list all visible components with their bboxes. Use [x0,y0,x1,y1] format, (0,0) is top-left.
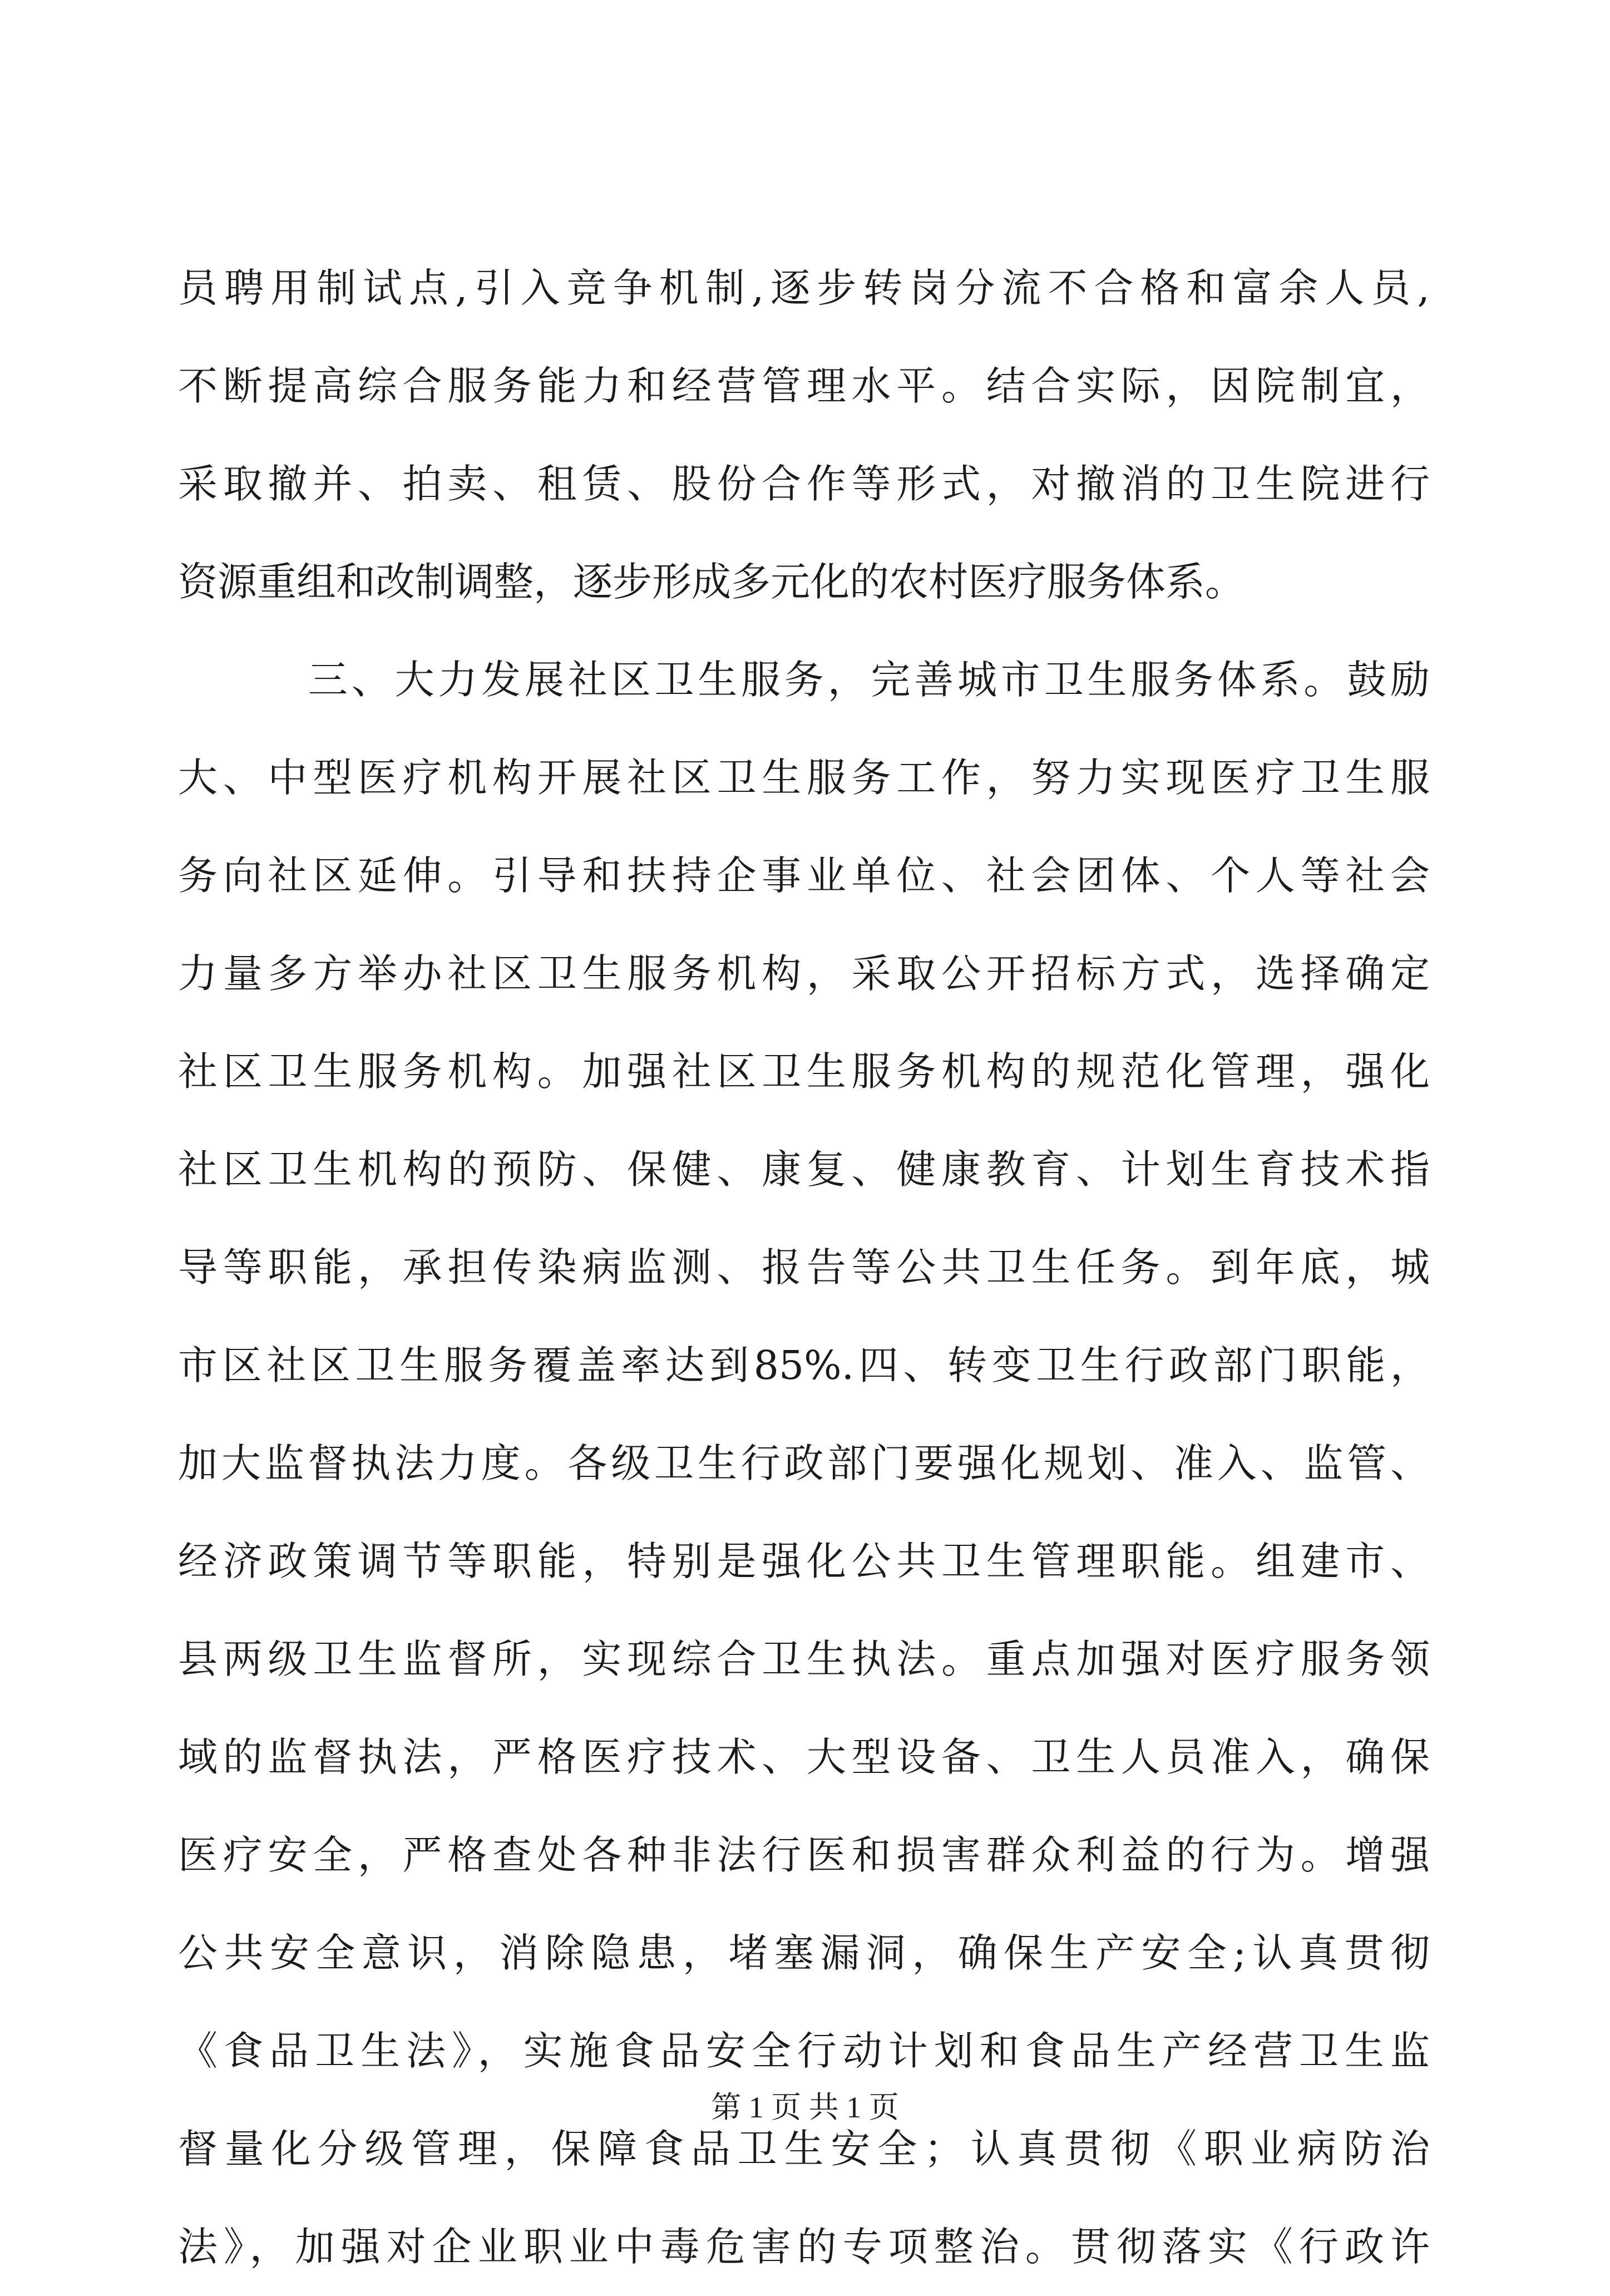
text-line: 医疗安全，严格查处各种非法行医和损害群众利益的行为。增强 [178,1832,1430,1878]
text-line: 力量多方举办社区卫生服务机构，采取公开招标方式，选择确定 [178,950,1430,997]
text-line: 务向社区延伸。引导和扶持企事业单位、社会团体、个人等社会 [178,853,1430,899]
text-line: 公共安全意识，消除隐患，堵塞漏洞，确保生产安全;认真贯彻 [178,1930,1430,1976]
document-body [178,239,1430,2296]
text-line: 《食品卫生法》，实施食品安全行动计划和食品生产经营卫生监 [178,2028,1430,2074]
page-number-footer: 第 1 页 共 1 页 [711,2091,899,2124]
text-line: 市区社区卫生服务覆盖率达到85%.四、转变卫生行政部门职能， [178,1342,1430,1388]
text-line: 法》，加强对企业职业中毒危害的专项整治。贯彻落实《行政许 [178,2224,1430,2270]
text-line: 社区卫生服务机构。加强社区卫生服务机构的规范化管理，强化 [178,1048,1430,1095]
text-line: 社区卫生机构的预防、保健、康复、健康教育、计划生育技术指 [178,1146,1430,1193]
text-line: 域的监督执法，严格医疗技术、大型设备、卫生人员准入，确保 [178,1734,1430,1780]
text-line: 三、大力发展社区卫生服务，完善城市卫生服务体系。鼓励 [308,657,1430,703]
paragraph-1 [178,239,1430,631]
paragraph-2 [178,631,1430,2296]
text-line: 资源重组和改制调整，逐步形成多元化的农村医疗服务体系。 [178,559,1245,605]
text-line: 员聘用制试点,引入竞争机制,逐步转岗分流不合格和富余人员, [178,265,1430,311]
text-line: 导等职能，承担传染病监测、报告等公共卫生任务。到年底，城 [178,1244,1430,1290]
text-line: 大、中型医疗机构开展社区卫生服务工作，努力实现医疗卫生服 [178,755,1430,801]
text-line: 县两级卫生监督所，实现综合卫生执法。重点加强对医疗服务领 [178,1636,1430,1682]
text-line: 采取撤并、拍卖、租赁、股份合作等形式，对撤消的卫生院进行 [178,461,1430,507]
text-line: 经济政策调节等职能，特别是强化公共卫生管理职能。组建市、 [178,1538,1430,1584]
text-line: 督量化分级管理，保障食品卫生安全；认真贯彻《职业病防治 [178,2126,1430,2172]
text-line: 不断提高综合服务能力和经营管理水平。结合实际，因院制宜， [178,363,1430,409]
text-line: 加大监督执法力度。各级卫生行政部门要强化规划、准入、监管、 [178,1440,1430,1486]
